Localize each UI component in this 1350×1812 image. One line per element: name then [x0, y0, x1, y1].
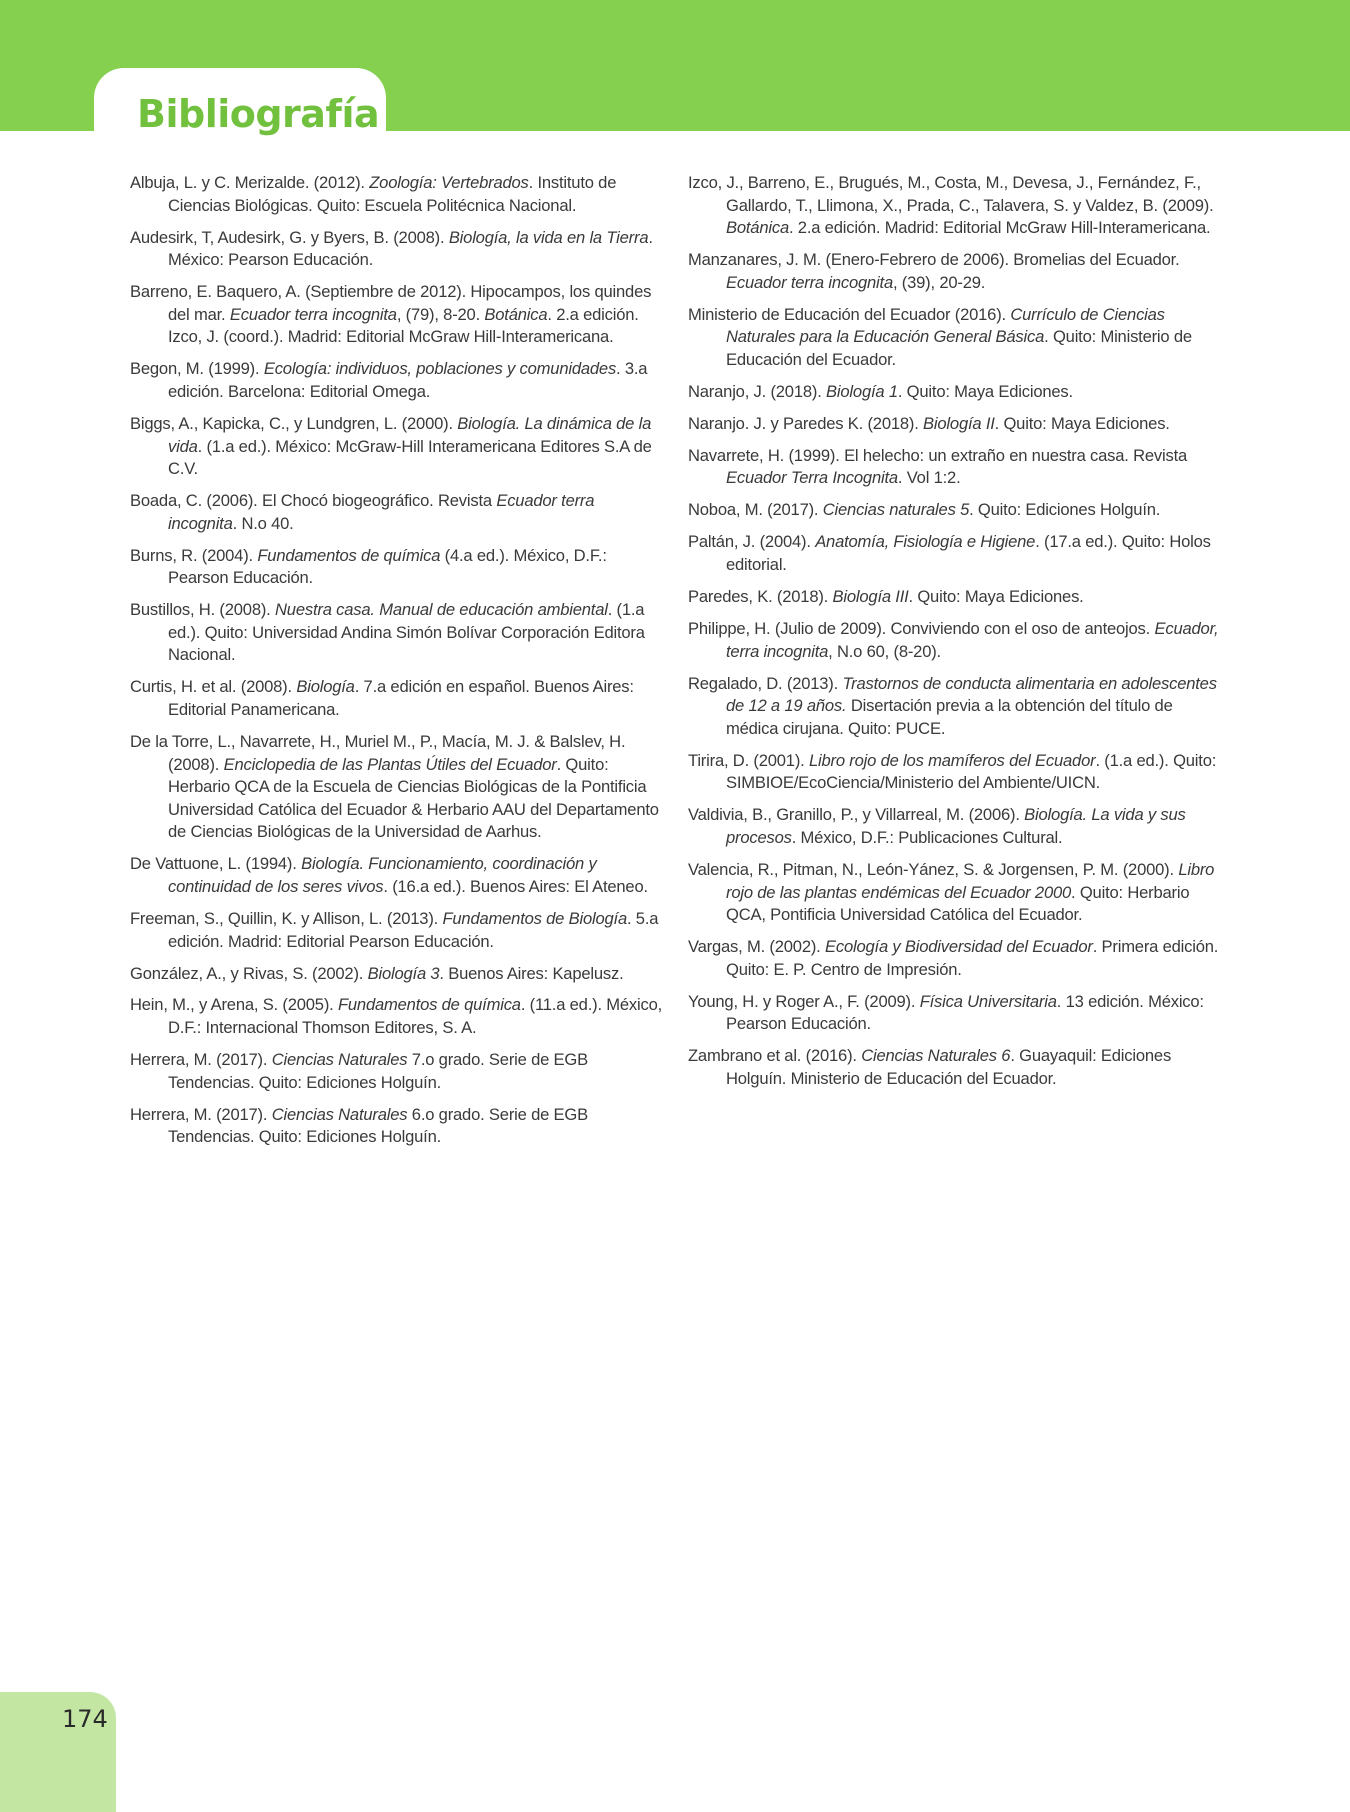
entry-text: Valdivia, B., Granillo, P., y Villarreal, M. (2006). [688, 805, 1025, 825]
entry-text: . Quito: Ministerio de Educación del Ecuador. [726, 327, 1192, 369]
page-title: Bibliografía [137, 92, 380, 136]
entry-title-italic: Botánica [726, 218, 789, 238]
bibliography-entry [130, 676, 666, 721]
bibliography-entry [688, 859, 1228, 927]
bibliography-entry [130, 853, 666, 898]
bibliography-entry [130, 599, 666, 667]
bibliography-entry [130, 545, 666, 590]
entry-title-italic: Biología 3 [367, 963, 440, 983]
entry-text: Vargas, M. (2002). [688, 937, 825, 957]
entry-text: . Instituto de Ciencias Biológicas. Quito: Escuela Politécnica Nacional. [168, 173, 617, 215]
entry-title-italic: Biología II [923, 413, 995, 433]
entry-text: Philippe, H. (Julio de 2009). Conviviendo con el oso de anteojos. [688, 619, 1155, 639]
entry-title-italic: Biología, la vida en la Tierra [448, 227, 649, 247]
entry-text: . Guayaquil: Ediciones Holguín. Ministerio de Educación del Ecuador. [726, 1046, 1172, 1088]
bibliography-entry [688, 804, 1228, 849]
entry-text: , (79), 8-20. [396, 304, 485, 324]
entry-title-italic: Fundamentos de Biología [442, 908, 627, 928]
entry-title-italic: Ciencias Naturales [271, 1104, 408, 1124]
entry-text: . México, D.F.: Publicaciones Cultural. [791, 827, 1063, 847]
entry-title-italic: Biología. La dinámica de la vida [168, 413, 652, 456]
entry-title-italic: Ciencias Naturales [271, 1050, 408, 1070]
entry-text: . Quito: Ediciones Holguín. [969, 500, 1161, 520]
entry-text: Manzanares, J. M. (Enero-Febrero de 2006). Bromelias del Ecuador. [688, 250, 1180, 270]
bibliography-entry [130, 413, 666, 481]
bibliography-entry [130, 994, 666, 1039]
entry-text: . Quito: Maya Ediciones. [897, 381, 1073, 401]
entry-text: . 13 edición. México: Pearson Educación. [726, 991, 1204, 1034]
bibliography-entry [688, 673, 1228, 741]
entry-text: . N.o 40. [232, 513, 294, 533]
bibliography-entry [130, 731, 666, 844]
entry-title-italic: Física Universitaria [919, 991, 1057, 1011]
entry-text: Biggs, A., Kapicka, C., y Lundgren, L. (2000). [130, 413, 458, 433]
entry-text: González, A., y Rivas, S. (2002). [130, 963, 368, 983]
entry-text: De la Torre, L., Navarrete, H., Muriel M., P., Macía, M. J. & Balslev, H. (2008). [130, 731, 626, 774]
entry-text: Paltán, J. (2004). [688, 532, 816, 552]
entry-text: Disertación previa a la obtención del título de médica cirujana. Quito: PUCE. [726, 696, 1173, 738]
entry-text: De Vattuone, L. (1994). [130, 854, 302, 874]
bibliography-entry [688, 304, 1228, 372]
entry-text: Herrera, M. (2017). [130, 1104, 272, 1124]
entry-text: Curtis, H. et al. (2008). [130, 677, 297, 697]
entry-title-italic: Ecuador terra incognita [229, 304, 397, 324]
entry-text: Freeman, S., Quillin, K. y Allison, L. (2013). [130, 908, 443, 928]
entry-title-italic: Ciencias Naturales 6 [861, 1046, 1011, 1066]
bibliography-entry [130, 908, 666, 953]
entry-title-italic: Fundamentos de química [337, 995, 521, 1015]
entry-text: (4.a ed.). México, D.F.: Pearson Educación. [168, 545, 607, 588]
entry-text: . 5.a edición. Madrid: Editorial Pearson Educación. [168, 908, 659, 951]
bibliography-entry [688, 531, 1228, 576]
bibliography-entry [688, 750, 1228, 795]
bibliography-entry [688, 1045, 1228, 1090]
entry-text: , N.o 60, (8-20). [828, 641, 941, 661]
bibliography-entry [130, 1104, 666, 1149]
entry-title-italic: Biología III [832, 587, 909, 607]
page-number: 174 [62, 1705, 108, 1733]
entry-text: Herrera, M. (2017). [130, 1050, 272, 1070]
entry-title-italic: Enciclopedia de las Plantas Útiles del Ecuador [223, 754, 557, 774]
entry-text: 6.o grado. Serie de EGB Tendencias. Quito: Ediciones Holguín. [168, 1104, 588, 1147]
entry-title-italic: Biología. La vida y sus procesos [726, 805, 1186, 847]
entry-title-italic: Biología. Funcionamiento, coordinación y continuidad de los seres vivos [168, 854, 597, 896]
bibliography-entry [688, 413, 1228, 436]
entry-text: Boada, C. (2006). El Chocó biogeográfico. Revista [130, 491, 497, 511]
entry-title-italic: Ciencias naturales 5 [822, 500, 970, 520]
entry-text: Albuja, L. y C. Merizalde. (2012). [130, 173, 370, 192]
entry-text: Naranjo, J. (2018). [688, 381, 827, 401]
entry-title-italic: Ecología y Biodiversidad del Ecuador [825, 937, 1093, 957]
entry-title-italic: Ecología: individuos, poblaciones y comunidades [263, 359, 617, 379]
entry-text: . Quito: Maya Ediciones. [908, 587, 1084, 607]
entry-title-italic: Anatomía, Fisiología e Higiene [815, 532, 1036, 552]
entry-title-italic: Zoología: Vertebrados [369, 173, 529, 192]
entry-text: . (17.a ed.). Quito: Holos editorial. [726, 532, 1211, 575]
entry-text: Paredes, K. (2018). [688, 587, 833, 607]
entry-text: Ministerio de Educación del Ecuador (2016). [688, 304, 1011, 324]
bibliography-entry [130, 963, 666, 986]
bibliography-entry [688, 381, 1228, 404]
bibliography-entry [688, 445, 1228, 490]
entry-text: Naranjo. J. y Paredes K. (2018). [688, 413, 924, 433]
bibliography-entry [130, 358, 666, 403]
entry-title-italic: Botánica [484, 304, 548, 324]
entry-text: . (1.a ed.). Quito: SIMBIOE/EcoCiencia/Ministerio del Ambiente/UICN. [726, 750, 1217, 793]
bibliography-entry [688, 499, 1228, 522]
entry-title-italic: Ecuador terra incognita [168, 491, 595, 533]
entry-text: . Quito: Herbario QCA, Pontificia Universidad Católica del Ecuador. [726, 882, 1190, 925]
entry-title-italic: Nuestra casa. Manual de educación ambiental [275, 600, 608, 620]
bibliography-entry [688, 249, 1228, 294]
entry-text: Tirira, D. (2001). [688, 750, 809, 770]
entry-text: . (1.a ed.). México: McGraw-Hill Interamericana Editores S.A de C.V. [168, 436, 652, 479]
entry-text: . (11.a ed.). México, D.F.: Internacional Thomson Editores, S. A. [168, 995, 663, 1038]
bibliography-entry [130, 227, 666, 272]
entry-text: Noboa, M. (2017). [688, 500, 823, 520]
entry-text: . Primera edición. Quito: E. P. Centro de Impresión. [726, 937, 1219, 979]
entry-text: Audesirk, T, Audesirk, G. y Byers, B. (2008). [130, 227, 449, 247]
entry-text: Hein, M., y Arena, S. (2005). [130, 995, 338, 1015]
entry-text: Young, H. y Roger A., F. (2009). [688, 991, 920, 1011]
entry-text: . México: Pearson Educación. [168, 227, 653, 270]
entry-title-italic: Biología [296, 677, 355, 697]
bibliography-entry [688, 936, 1228, 981]
bibliography-entry [688, 618, 1228, 663]
entry-text: Valencia, R., Pitman, N., León-Yánez, S. & Jorgensen, P. M. (2000). [688, 859, 1179, 879]
entry-text: , (39), 20-29. [892, 272, 986, 292]
entry-text: . 7.a edición en español. Buenos Aires: Editorial Panamericana. [168, 677, 634, 719]
entry-text: . Buenos Aires: Kapelusz. [439, 963, 624, 983]
entry-title-italic: Libro rojo de los mamíferos del Ecuador [809, 750, 1096, 770]
entry-title-italic: Biología 1 [826, 381, 898, 401]
entry-text: Zambrano et al. (2016). [688, 1046, 862, 1066]
entry-text: Regalado, D. (2013). [688, 673, 843, 693]
bibliography-entry [688, 991, 1228, 1036]
entry-text: . Quito: Herbario QCA de la Escuela de Ciencias Biológicas de la Pontificia Universidad Católica del Ecuador & Herbario AAU del Departamento de Ciencias Biológicas de la Universidad de Aarhus. [168, 754, 659, 842]
entry-text: Burns, R. (2004). [130, 545, 258, 565]
entry-text: Bustillos, H. (2008). [130, 600, 276, 620]
entry-text: . (1.a ed.). Quito: Universidad Andina Simón Bolívar Corporación Editora Nacional. [168, 600, 645, 665]
bibliography-entry [688, 586, 1228, 609]
entry-text: Barreno, E. Baquero, A. (Septiembre de 2012). Hipocampos, los quindes del mar. [130, 282, 652, 324]
entry-title-italic: Fundamentos de química [257, 545, 441, 565]
entry-title-italic: Ecuador Terra Incognita [726, 468, 898, 488]
entry-text: . Vol 1:2. [897, 468, 961, 488]
entry-title-italic: Trastornos de conducta alimentaria en adolescentes de 12 a 19 años. [726, 673, 1217, 716]
entry-text: Begon, M. (1999). [130, 359, 264, 379]
entry-text: Navarrete, H. (1999). El helecho: un extraño en nuestra casa. Revista [688, 445, 1188, 465]
entry-text: . 2.a edición. Madrid: Editorial McGraw Hill-Interamericana. [788, 218, 1211, 238]
bibliography-entry [130, 172, 666, 217]
entry-text: . (16.a ed.). Buenos Aires: El Ateneo. [383, 876, 648, 896]
entry-title-italic: Libro rojo de las plantas endémicas del Ecuador 2000 [726, 859, 1215, 902]
bibliography-entry [130, 490, 666, 535]
entry-text: 7.o grado. Serie de EGB Tendencias. Quito: Ediciones Holguín. [168, 1050, 588, 1092]
bibliography-right-column [688, 172, 1228, 1100]
entry-text: . 2.a edición. Izco, J. (coord.). Madrid: Editorial McGraw Hill-Interamericana. [168, 304, 639, 347]
entry-text: . Quito: Maya Ediciones. [994, 413, 1170, 433]
entry-title-italic: Ecuador, terra incognita [726, 619, 1219, 661]
entry-title-italic: Ecuador terra incognita [726, 272, 893, 292]
bibliography-left-column [130, 172, 666, 1158]
bibliography-entry [130, 281, 666, 349]
bibliography-entry [130, 1049, 666, 1094]
entry-text: . 3.a edición. Barcelona: Editorial Omega. [168, 359, 648, 401]
entry-text: Izco, J., Barreno, E., Brugués, M., Costa, M., Devesa, J., Fernández, F., Gallardo, T., Llimona, X., Prada, C., Talavera, S. y Valdez, B. (2009). [688, 173, 1214, 215]
bibliography-entry [688, 172, 1228, 240]
entry-title-italic: Currículo de Ciencias Naturales para la Educación General Básica [726, 304, 1165, 347]
